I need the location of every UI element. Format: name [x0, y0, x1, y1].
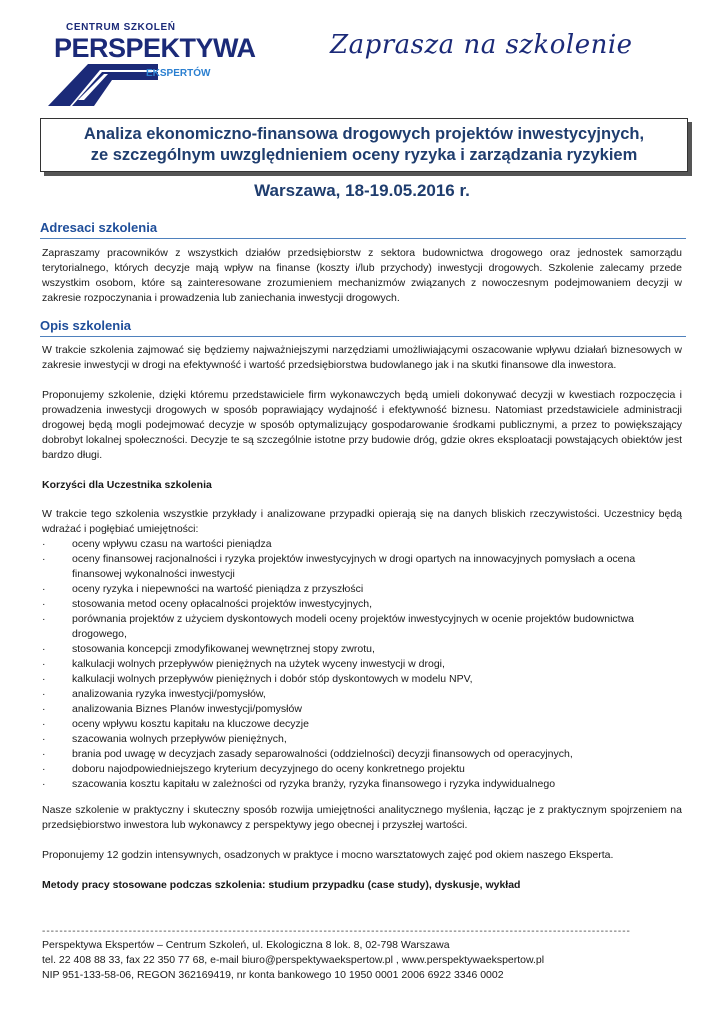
list-item: · oceny wpływu kosztu kapitału na kluczowe decyzje	[42, 718, 309, 730]
company-logo	[48, 22, 256, 102]
section-divider	[40, 336, 686, 337]
list-item: · oceny ryzyka i niepewności na wartość pieniądza z przyszłości	[42, 583, 364, 595]
course-title-line-1: Analiza ekonomiczno-finansowa drogowych projektów inwestycyjnych,	[83, 125, 645, 143]
section-divider	[40, 238, 686, 239]
list-item: · stosowania koncepcji zmodyfikowanej wewnętrznej stopy zwrotu,	[42, 643, 375, 655]
list-item: · porównania projektów z użyciem dyskontowych modeli oceny projektów inwestycyjnych w ocenie projektów budownictwa drogowego,	[42, 613, 635, 640]
section-heading-adresaci: Adresaci szkolenia	[40, 220, 158, 235]
bullet-icon: ·	[42, 688, 46, 700]
bullet-icon: ·	[42, 673, 46, 685]
list-item: · analizowania Biznes Planów inwestycji/pomysłów	[42, 703, 302, 715]
korzysci-intro: W trakcie tego szkolenia wszystkie przykłady i analizowane przypadki opierają się na danych bliskich rzeczywistości. Uczestnicy będą wdrażać i pogłębiać umiejętności:	[42, 508, 682, 535]
list-item: · kalkulacji wolnych przepływów pieniężnych i dobór stóp dyskontowych w modelu NPV,	[42, 673, 473, 685]
opis-text-2: Proponujemy szkolenie, dzięki któremu przedstawiciele firm wykonawczych będą umieli dokonywać decyzji w kwestiach rozpoczęcia i prowadzenia inwestycji drogowych w sposób poprawiający wydajność i efektywność biznesu. Natomiast przedstawiciele administracji drogowej będą mogli podejmować decyzje w sposób optymalizujący gospodarowanie środkami publicznymi, a przez to powiększający dobrobyt lokalnej społeczności. Decyzje te są szczególnie istotne przy budowie dróg, gdzie okres eksploatacji powstających obiektów jest bardzo długi.	[42, 389, 682, 461]
section-heading-korzysci: Korzyści dla Uczestnika szkolenia	[42, 479, 212, 491]
list-item: · stosowania metod oceny opłacalności projektów inwestycyjnych,	[42, 598, 372, 610]
opis-text-1: W trakcie szkolenia zajmować się będziemy najważniejszymi narzędziami umożliwiającymi oszacowanie wpływu działań biznesowych w zakresie inwestycji w drogi na efektywność i wartość przedsiębiorstwa budowlanego jak i na skutki finansowe dla inwestora.	[42, 344, 682, 371]
bullet-icon: ·	[42, 583, 46, 595]
list-item: · brania pod uwagę w decyzjach zasady separowalności (oddzielności) decyzji finansowych od operacyjnych,	[42, 748, 573, 760]
bullet-icon: ·	[42, 598, 46, 610]
korzysci-summary: Nasze szkolenie w praktyczny i skuteczny sposób rozwija umiejętności analitycznego myślenia, łącząc je z praktycznym spojrzeniem na przedsiębiorstwo inwestora lub wykonawcy z perspektywy jego obecnej i przyszłej wartości.	[42, 804, 682, 831]
bullet-icon: ·	[42, 538, 46, 550]
footer-address: Perspektywa Ekspertów – Centrum Szkoleń, ul. Ekologiczna 8 lok. 8, 02-798 Warszawa	[42, 939, 450, 951]
list-item: · analizowania ryzyka inwestycji/pomysłów,	[42, 688, 266, 700]
section-heading-opis: Opis szkolenia	[40, 318, 132, 333]
bullet-icon: ·	[42, 553, 46, 565]
bullet-icon: ·	[42, 718, 46, 730]
footer-separator: ----------------------------------------------------------------------------------------------------------------------------------------	[42, 926, 631, 937]
road-icon	[48, 60, 158, 106]
bullet-icon: ·	[42, 613, 46, 625]
adresaci-text: Zapraszamy pracowników z wszystkich działów przedsiębiorstw z sektora budownictwa drogowego oraz jednostek samorządu terytorialnego, których decyzje mają wpływ na finanse (koszty i/lub przychody) inwestycji drogowych. Szkolenie zalecamy przede wszystkim osobom, które są zainteresowane zrozumieniem mechanizmów związanych z nowoczesnym podejmowaniem decyzji w zakresie rozpoczynania i prowadzenia lub zaniechania inwestycji drogowych.	[42, 247, 682, 304]
footer-contact: tel. 22 408 88 33, fax 22 350 77 68, e-mail biuro@perspektywaekspertow.pl , www.perspektywaekspertow.pl	[42, 954, 545, 966]
list-item: · szacowania kosztu kapitału w zależności od ryzyka branży, ryzyka finansowego i ryzyka indywidualnego	[42, 778, 556, 790]
bullet-icon: ·	[42, 748, 46, 760]
bullet-icon: ·	[42, 703, 46, 715]
list-item: · oceny finansowej racjonalności i ryzyka projektów inwestycyjnych w drogi opartych na innowacyjnych pomysłach a ocena finansowej wykonalności inwestycji	[42, 553, 636, 580]
skills-list	[42, 537, 682, 792]
logo-main-text: PERSPEKTYWA	[54, 33, 256, 63]
bullet-icon: ·	[42, 778, 46, 790]
list-item: · szacowania wolnych przepływów pieniężnych,	[42, 733, 287, 745]
logo-top-text: CENTRUM SZKOLEŃ	[66, 22, 176, 33]
bullet-icon: ·	[42, 733, 46, 745]
bullet-icon: ·	[42, 763, 46, 775]
course-title-box	[40, 118, 688, 172]
list-item: · doboru najodpowiedniejszego kryterium decyzyjnego do oceny konkretnego projektu	[42, 763, 465, 775]
course-title-line-2: ze szczególnym uwzględnieniem oceny ryzyka i zarządzania ryzykiem	[90, 146, 638, 164]
korzysci-methods: Metody pracy stosowane podczas szkolenia: studium przypadku (case study), dyskusje, wykład	[42, 879, 521, 891]
list-item: · oceny wpływu czasu na wartości pieniądza	[42, 538, 272, 550]
footer-registration: NIP 951-133-58-06, REGON 362169419, nr konta bankowego 10 1950 0001 2006 6922 3346 0002	[42, 969, 504, 981]
korzysci-hours: Proponujemy 12 godzin intensywnych, osadzonych w praktyce i mocno warsztatowych zajęć pod okiem naszego Eksperta.	[42, 849, 614, 861]
list-item: · kalkulacji wolnych przepływów pieniężnych na użytek wyceny inwestycji w drogi,	[42, 658, 445, 670]
logo-sub-text: EKSPERTÓW	[146, 68, 211, 79]
bullet-icon: ·	[42, 658, 46, 670]
bullet-icon: ·	[42, 643, 46, 655]
course-date: Warszawa, 18-19.05.2016 r.	[254, 181, 470, 200]
tagline: Zaprasza na szkolenie	[330, 30, 633, 60]
